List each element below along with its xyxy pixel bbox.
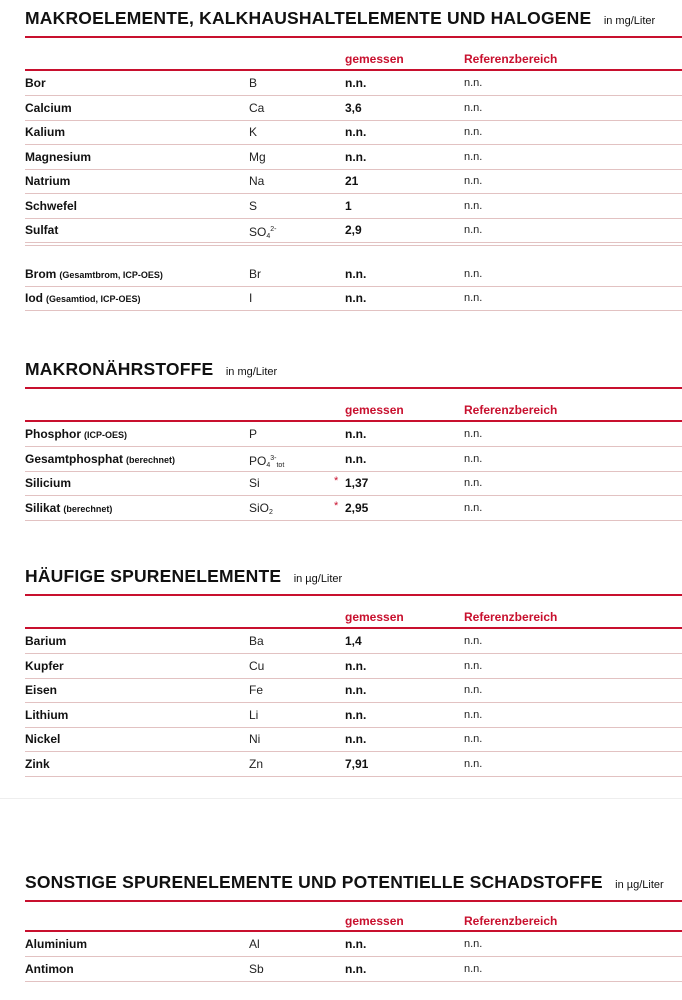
table-row: [25, 262, 682, 287]
element-symbol: SiO$_2$: [249, 500, 273, 516]
measured-value: 1: [345, 198, 352, 213]
element-name: Brom (Gesamtbrom, ICP-OES): [25, 266, 163, 281]
element-note: (ICP-OES): [84, 430, 128, 440]
measured-value: n.n.: [345, 451, 367, 466]
section-title: HÄUFIGE SPURENELEMENTE: [25, 566, 282, 586]
measured-value: n.n.: [345, 658, 367, 673]
element-name: Bor: [25, 76, 46, 90]
reference-value: n.n.: [464, 477, 483, 489]
element-name: Barium: [25, 634, 67, 648]
reference-value: n.n.: [464, 77, 483, 89]
reference-value: n.n.: [464, 452, 483, 465]
section-title: SONSTIGE SPURENELEMENTE UND POTENTIELLE SCHADSTOFFE: [25, 872, 603, 892]
element-symbol: S: [249, 198, 258, 213]
table-row: [25, 218, 682, 243]
table-row: [25, 752, 682, 777]
title-underline: [25, 36, 682, 38]
col-measured-header: gemessen: [345, 610, 404, 624]
reference-value: n.n.: [464, 150, 483, 163]
measured-value: 2,95: [345, 500, 369, 515]
element-symbol: B: [249, 76, 258, 90]
section-unit: in mg/Liter: [225, 366, 278, 378]
col-measured-header: gemessen: [345, 914, 404, 928]
element-name: Calcium: [25, 100, 72, 115]
element-name: Iod (Gesamtiod, ICP-OES): [25, 291, 141, 305]
reference-value: n.n.: [464, 635, 483, 647]
element-name: Lithium: [25, 707, 69, 722]
element-symbol: $SO_4^{2-}$: [249, 225, 277, 240]
measured-value: 2,9: [345, 223, 362, 237]
element-name: Sulfat: [25, 223, 59, 237]
element-symbol: Ba: [249, 634, 264, 648]
table-row: [25, 145, 682, 170]
element-name: Magnesium: [25, 149, 92, 164]
element-symbol: Al: [249, 937, 260, 951]
page-break: [0, 798, 682, 827]
reference-value: n.n.: [464, 708, 483, 721]
table-row: [25, 194, 682, 219]
element-symbol: Ca: [249, 100, 265, 115]
col-measured-header: gemessen: [345, 403, 404, 417]
table-row: [25, 286, 682, 311]
reference-value: n.n.: [464, 199, 483, 212]
section-unit: in µg/Liter: [615, 879, 664, 891]
table-row: [25, 703, 682, 728]
measured-value: 7,91: [345, 756, 369, 771]
element-symbol: Li: [249, 707, 259, 722]
reference-value: n.n.: [464, 501, 483, 514]
element-symbol: P: [249, 427, 258, 441]
asterisk-marker: *: [334, 499, 339, 512]
element-name: Phosphor (ICP-OES): [25, 427, 128, 441]
reference-value: n.n.: [464, 684, 483, 696]
element-symbol: Br: [249, 266, 261, 281]
measured-value: n.n.: [345, 937, 367, 951]
group-separator: [25, 245, 682, 246]
measured-value: n.n.: [345, 707, 367, 722]
table-row: [25, 678, 682, 703]
table-row: [25, 169, 682, 194]
table-row: [25, 654, 682, 679]
reference-value: n.n.: [464, 938, 483, 950]
reference-value: n.n.: [464, 292, 483, 304]
element-symbol: Zn: [249, 756, 264, 771]
element-name: Aluminium: [25, 937, 87, 951]
element-symbol: Fe: [249, 683, 264, 697]
col-measured-header: gemessen: [345, 52, 404, 66]
col-reference-header: Referenzbereich: [464, 52, 558, 66]
title-underline: [25, 900, 682, 902]
element-symbol: $PO_4^{3-}_{tot}$: [249, 453, 285, 469]
element-symbol: Si: [249, 476, 260, 490]
element-name: Gesamtphosphat (berechnet): [25, 451, 176, 466]
table-row: [25, 727, 682, 752]
reference-value: n.n.: [464, 126, 483, 138]
title-underline: [25, 594, 682, 596]
section-title: MAKROELEMENTE, KALKHAUSHALTELEMENTE UND HALOGENE: [25, 8, 592, 28]
element-name: Nickel: [25, 732, 61, 746]
col-reference-header: Referenzbereich: [464, 914, 558, 928]
element-name: Kalium: [25, 125, 66, 139]
measured-value: n.n.: [345, 125, 367, 139]
asterisk-marker: *: [334, 475, 339, 487]
element-name: Zink: [25, 756, 50, 771]
reference-value: n.n.: [464, 175, 483, 187]
table-row: [25, 496, 682, 521]
element-symbol: I: [249, 291, 253, 305]
element-symbol: Mg: [249, 149, 266, 164]
table-row: [25, 96, 682, 121]
element-symbol: Sb: [249, 961, 264, 976]
element-name: Silikat (berechnet): [25, 500, 113, 515]
section-unit: in µg/Liter: [293, 573, 343, 585]
measured-value: n.n.: [345, 732, 367, 746]
reference-value: n.n.: [464, 428, 483, 440]
measured-value: n.n.: [345, 427, 367, 441]
reference-value: n.n.: [464, 962, 483, 975]
measured-value: n.n.: [345, 76, 367, 90]
element-name: Natrium: [25, 174, 71, 188]
element-note: (Gesamtiod, ICP-OES): [46, 294, 141, 304]
measured-value: n.n.: [345, 291, 367, 305]
element-note: (Gesamtbrom, ICP-OES): [59, 269, 163, 280]
element-note: (berechnet): [126, 454, 176, 465]
table-row: [25, 447, 682, 472]
element-symbol: K: [249, 125, 258, 139]
measured-value: 1,4: [345, 634, 362, 648]
table-row: [25, 471, 682, 496]
table-row: [25, 422, 682, 447]
measured-value: n.n.: [345, 266, 367, 281]
reference-value: n.n.: [464, 659, 483, 672]
reference-value: n.n.: [464, 267, 483, 280]
measured-value: n.n.: [345, 149, 367, 164]
table-row: [25, 932, 682, 957]
element-name: Schwefel: [25, 198, 78, 213]
element-symbol: Cu: [249, 658, 265, 673]
measured-value: 1,37: [345, 476, 369, 490]
table-row: [25, 957, 682, 982]
element-name: Kupfer: [25, 658, 64, 673]
reference-value: n.n.: [464, 757, 483, 770]
element-name: Silicium: [25, 476, 72, 490]
element-note: (berechnet): [63, 503, 113, 514]
col-reference-header: Referenzbereich: [464, 610, 558, 624]
table-row: [25, 71, 682, 96]
measured-value: 3,6: [345, 100, 362, 115]
section-unit: in mg/Liter: [603, 15, 656, 27]
element-symbol: Na: [249, 174, 265, 188]
section-title: MAKRONÄHRSTOFFE: [25, 359, 214, 379]
reference-value: n.n.: [464, 224, 483, 236]
measured-value: 21: [345, 174, 359, 188]
title-underline: [25, 387, 682, 389]
element-symbol: Ni: [249, 732, 261, 746]
table-row: [25, 629, 682, 654]
table-row: [25, 120, 682, 145]
measured-value: n.n.: [345, 683, 367, 697]
element-name: Antimon: [25, 961, 74, 976]
element-name: Eisen: [25, 683, 58, 697]
measured-value: n.n.: [345, 961, 367, 976]
reference-value: n.n.: [464, 101, 483, 114]
reference-value: n.n.: [464, 733, 483, 745]
col-reference-header: Referenzbereich: [464, 403, 558, 417]
